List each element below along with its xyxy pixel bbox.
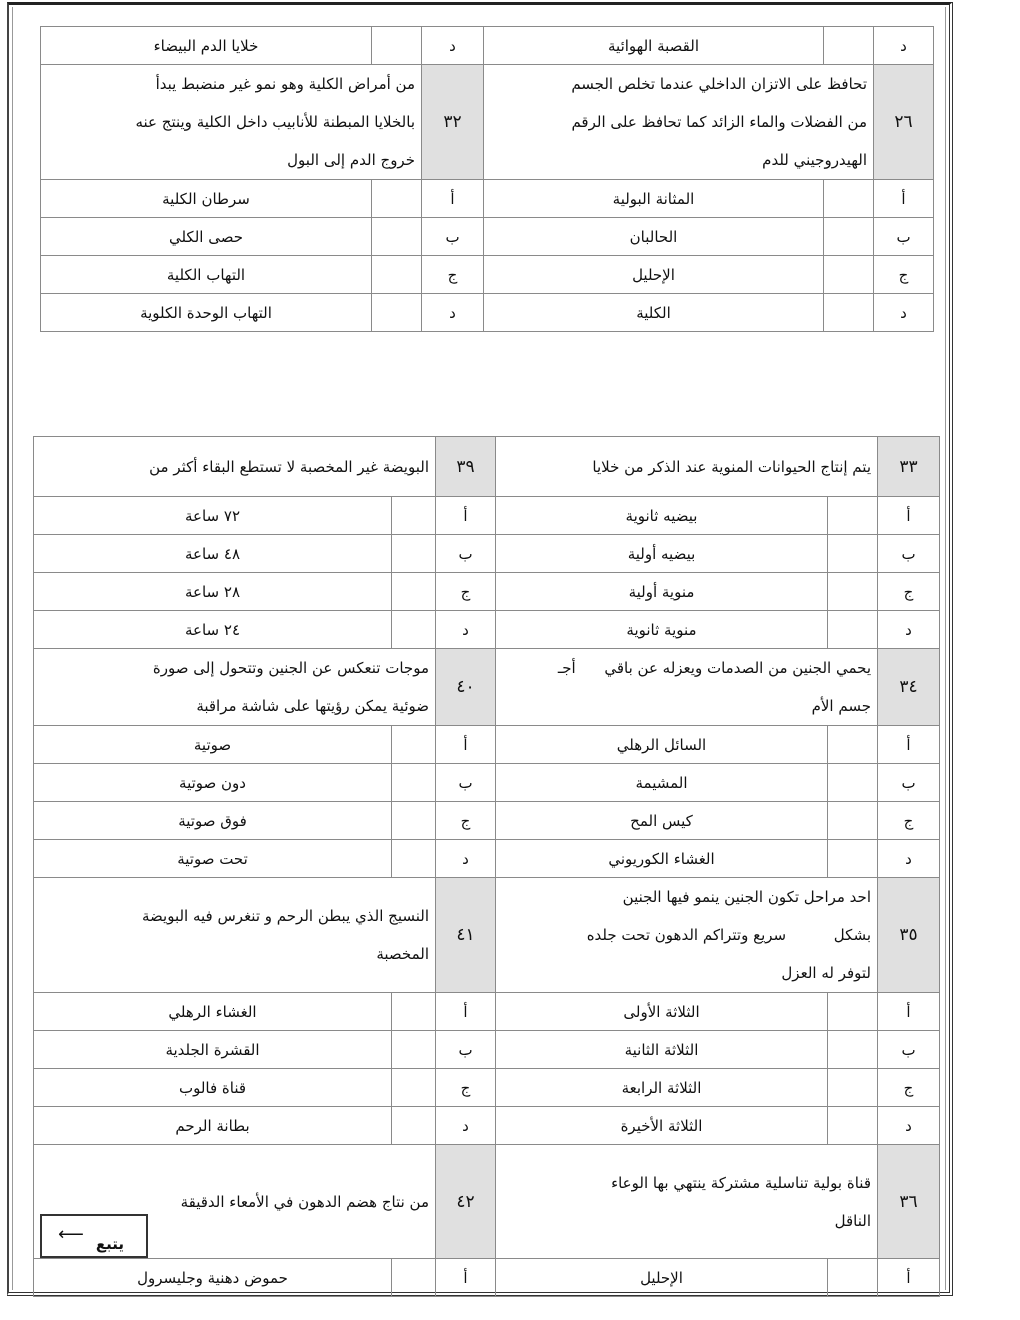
option-letter: أ — [436, 1259, 496, 1297]
option-row — [34, 1031, 940, 1069]
question-row — [34, 1145, 940, 1259]
option-text: الثلاثة الثانية — [496, 1031, 828, 1069]
answer-cell[interactable] — [372, 256, 422, 294]
question-table-1 — [40, 26, 934, 332]
answer-cell[interactable] — [372, 294, 422, 332]
question-number: ٣٤ — [878, 649, 940, 726]
stem-line: تحافظ على الاتزان الداخلي عندما تخلص الجسم — [571, 75, 867, 93]
option-text: الغشاء الكوريوني — [496, 840, 828, 878]
option-letter: د — [874, 294, 934, 332]
option-text: منوية أولية — [496, 573, 828, 611]
stem-line: البويضة غير المخصبة لا تستطع البقاء أكثر من — [149, 457, 429, 476]
table-row — [41, 27, 934, 65]
answer-cell[interactable] — [372, 27, 422, 65]
answer-cell[interactable] — [824, 27, 874, 65]
question-number: ٤١ — [436, 878, 496, 993]
option-text: صوتية — [34, 726, 392, 764]
option-row — [34, 573, 940, 611]
question-table-2 — [33, 436, 940, 1297]
option-letter: ب — [874, 218, 934, 256]
option-text: ٢٨ ساعة — [34, 573, 392, 611]
answer-cell[interactable] — [392, 497, 436, 535]
answer-cell[interactable] — [828, 535, 878, 573]
question-row — [34, 649, 940, 726]
question-number: ٣٥ — [878, 878, 940, 993]
option-text: الإحليل — [484, 256, 824, 294]
option-text: الكلية — [484, 294, 824, 332]
option-text: ٤٨ ساعة — [34, 535, 392, 573]
option-letter: د — [878, 840, 940, 878]
answer-cell[interactable] — [828, 1107, 878, 1145]
answer-cell[interactable] — [392, 573, 436, 611]
option-text: الثلاثة الرابعة — [496, 1069, 828, 1107]
stem-line: خروج الدم إلى البول — [287, 151, 415, 169]
answer-cell[interactable] — [392, 840, 436, 878]
answer-cell[interactable] — [392, 1259, 436, 1297]
stem-line: جسم الأم — [811, 697, 871, 715]
answer-cell[interactable] — [828, 993, 878, 1031]
option-text: التهاب الوحدة الكلوية — [41, 294, 372, 332]
option-letter: أ — [422, 180, 484, 218]
stem-line: احد مراحل تكون الجنين ينمو فيها الجنين — [622, 888, 871, 906]
option-letter: أ — [436, 497, 496, 535]
option-letter: ب — [436, 535, 496, 573]
option-letter: ج — [436, 802, 496, 840]
stem-line: الهيدروجيني للدم — [762, 151, 867, 169]
option-row — [34, 764, 940, 802]
stem-line: المخصبة — [376, 945, 429, 963]
option-row — [34, 726, 940, 764]
answer-cell[interactable] — [392, 535, 436, 573]
option-row — [41, 180, 934, 218]
option-text: الثلاثة الأخيرة — [496, 1107, 828, 1145]
answer-cell[interactable] — [372, 180, 422, 218]
option-text: خلايا الدم البيضاء — [41, 27, 372, 65]
continue-label: يتبع — [95, 1235, 124, 1253]
option-text: بيضيه أولية — [496, 535, 828, 573]
stem-line: من نتاج هضم الدهون في الأمعاء الدقيقة — [180, 1192, 429, 1211]
option-letter: ب — [878, 535, 940, 573]
answer-cell[interactable] — [372, 218, 422, 256]
question-stem — [484, 65, 874, 180]
option-text: حموض دهنية وجليسرول — [34, 1259, 392, 1297]
answer-cell[interactable] — [828, 1031, 878, 1069]
stem-line: الناقل — [834, 1211, 871, 1230]
option-text: الحالبان — [484, 218, 824, 256]
answer-cell[interactable] — [392, 802, 436, 840]
option-letter: د — [436, 1107, 496, 1145]
answer-cell[interactable] — [828, 726, 878, 764]
option-text: القصبة الهوائية — [484, 27, 824, 65]
option-letter: ج — [874, 256, 934, 294]
answer-cell[interactable] — [824, 294, 874, 332]
option-letter: أ — [878, 1259, 940, 1297]
question-stem — [34, 649, 436, 726]
option-row — [34, 1107, 940, 1145]
stem-line: النسيج الذي يبطن الرحم و تنغرس فيه البويضة — [141, 907, 429, 925]
question-number: ٤٠ — [436, 649, 496, 726]
option-text: ٢٤ ساعة — [34, 611, 392, 649]
option-row — [41, 256, 934, 294]
option-text: بطانة الرحم — [34, 1107, 392, 1145]
answer-cell[interactable] — [828, 1069, 878, 1107]
option-text: تحت صوتية — [34, 840, 392, 878]
stem-line: من الفضلات والماء الزائد كما تحافظ على الرقم — [571, 113, 867, 131]
answer-cell[interactable] — [392, 1107, 436, 1145]
option-row — [34, 611, 940, 649]
question-stem — [34, 878, 436, 993]
option-letter: د — [436, 840, 496, 878]
question-stem — [34, 437, 436, 497]
option-text: منوية ثانوية — [496, 611, 828, 649]
question-row — [34, 878, 940, 993]
option-row — [34, 1259, 940, 1297]
option-letter: ج — [878, 1069, 940, 1107]
option-letter: أ — [878, 993, 940, 1031]
stem-line: يحمي الجنين من الصدمات ويعزله عن باقي أجـ — [557, 659, 871, 677]
option-text: حصى الكلي — [41, 218, 372, 256]
option-row — [34, 993, 940, 1031]
answer-cell[interactable] — [828, 802, 878, 840]
option-text: سرطان الكلية — [41, 180, 372, 218]
option-text: الثلاثة الأولى — [496, 993, 828, 1031]
option-row — [34, 840, 940, 878]
question-stem — [496, 437, 878, 497]
option-text: قناة فالوب — [34, 1069, 392, 1107]
option-letter: أ — [878, 497, 940, 535]
question-number: ٤٢ — [436, 1145, 496, 1259]
answer-cell[interactable] — [392, 1069, 436, 1107]
stem-line: ضوئية يمكن رؤيتها على شاشة مراقبة — [196, 697, 429, 715]
option-row — [34, 535, 940, 573]
option-letter: أ — [874, 180, 934, 218]
option-letter: ج — [436, 1069, 496, 1107]
stem-line: قناة بولية تناسلية مشتركة ينتهي بها الوعاء — [611, 1173, 871, 1192]
question-number: ٣٣ — [878, 437, 940, 497]
option-letter: ج — [878, 802, 940, 840]
option-letter: أ — [436, 726, 496, 764]
answer-cell[interactable] — [824, 180, 874, 218]
option-letter: د — [436, 611, 496, 649]
option-text: التهاب الكلية — [41, 256, 372, 294]
answer-cell[interactable] — [824, 218, 874, 256]
question-stem — [496, 1145, 878, 1259]
option-text: المشيمة — [496, 764, 828, 802]
question-stem — [41, 65, 422, 180]
option-letter: د — [422, 294, 484, 332]
answer-cell[interactable] — [392, 611, 436, 649]
option-row — [34, 802, 940, 840]
option-text: المثانة البولية — [484, 180, 824, 218]
answer-cell[interactable] — [392, 764, 436, 802]
stem-line: موجات تنعكس عن الجنين وتتحول إلى صورة — [152, 659, 429, 677]
answer-cell[interactable] — [392, 726, 436, 764]
question-stem — [496, 649, 878, 726]
option-letter: ب — [878, 1031, 940, 1069]
question-number: ٣٢ — [422, 65, 484, 180]
stem-line: من أمراض الكلية وهو نمو غير منضبط يبدأ — [155, 75, 415, 93]
option-letter: أ — [878, 726, 940, 764]
option-row — [34, 497, 940, 535]
option-letter: د — [874, 27, 934, 65]
option-text: السائل الرهلي — [496, 726, 828, 764]
arrow-left-icon: ⟵ — [58, 1224, 84, 1245]
answer-cell[interactable] — [392, 993, 436, 1031]
answer-cell[interactable] — [828, 1259, 878, 1297]
option-letter: د — [422, 27, 484, 65]
option-text: بيضيه ثانوية — [496, 497, 828, 535]
option-row — [41, 218, 934, 256]
stem-line: بشكل سريع وتتراكم الدهون تحت جلده — [586, 926, 871, 944]
option-letter: ج — [878, 573, 940, 611]
stem-line: لتوفر له العزل — [781, 964, 871, 982]
question-row — [41, 65, 934, 180]
answer-cell[interactable] — [828, 573, 878, 611]
answer-cell[interactable] — [392, 1031, 436, 1069]
option-letter: ج — [422, 256, 484, 294]
question-number: ٣٦ — [878, 1145, 940, 1259]
option-text: ٧٢ ساعة — [34, 497, 392, 535]
option-letter: د — [878, 1107, 940, 1145]
option-text: دون صوتية — [34, 764, 392, 802]
stem-line: يتم إنتاج الحيوانات المنوية عند الذكر من خلايا — [592, 457, 871, 476]
option-row — [34, 1069, 940, 1107]
stem-line: بالخلايا المبطنة للأنابيب داخل الكلية وينتج عنه — [135, 113, 415, 131]
answer-cell[interactable] — [828, 840, 878, 878]
option-letter: د — [878, 611, 940, 649]
question-number: ٢٦ — [874, 65, 934, 180]
question-number: ٣٩ — [436, 437, 496, 497]
option-row — [41, 294, 934, 332]
question-stem — [496, 878, 878, 993]
option-text: الغشاء الرهلي — [34, 993, 392, 1031]
option-letter: أ — [436, 993, 496, 1031]
continue-button[interactable] — [40, 1214, 148, 1258]
answer-cell[interactable] — [828, 764, 878, 802]
option-text: كيس المح — [496, 802, 828, 840]
question-row — [34, 437, 940, 497]
option-text: فوق صوتية — [34, 802, 392, 840]
option-letter: ج — [436, 573, 496, 611]
answer-cell[interactable] — [824, 256, 874, 294]
option-letter: ب — [422, 218, 484, 256]
option-text: الإحليل — [496, 1259, 828, 1297]
option-letter: ب — [436, 1031, 496, 1069]
option-letter: ب — [436, 764, 496, 802]
answer-cell[interactable] — [828, 497, 878, 535]
option-letter: ب — [878, 764, 940, 802]
option-text: القشرة الجلدية — [34, 1031, 392, 1069]
answer-cell[interactable] — [828, 611, 878, 649]
